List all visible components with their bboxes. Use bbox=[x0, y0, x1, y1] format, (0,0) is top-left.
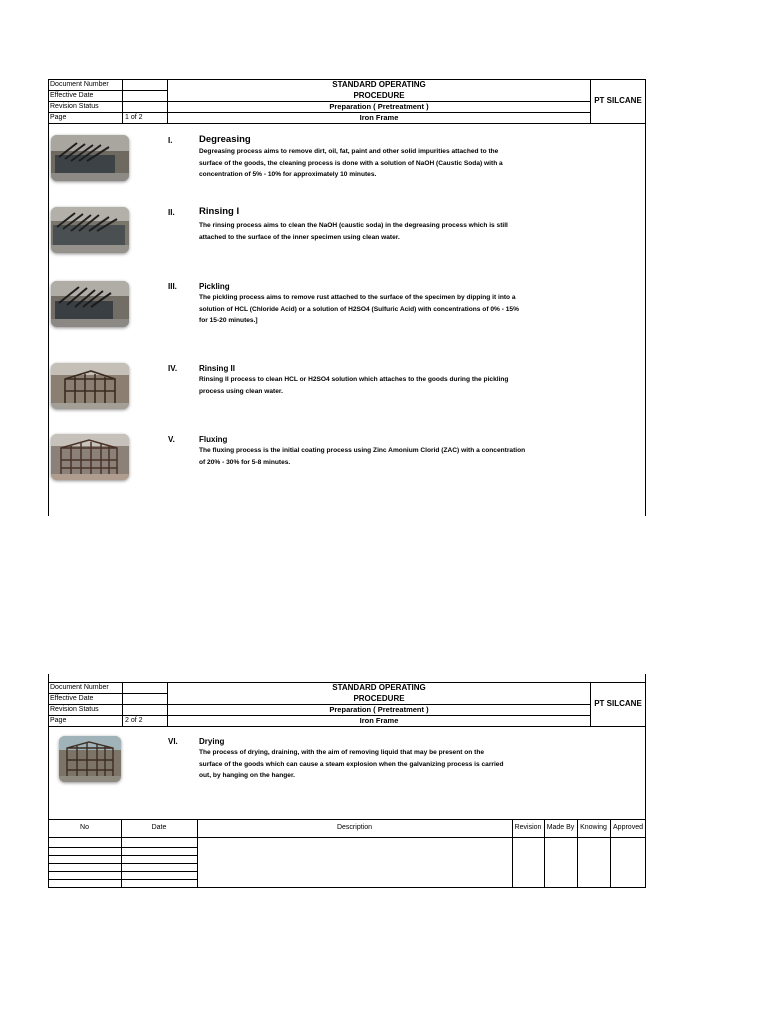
sop-subtitle: Preparation ( Pretreatment ) bbox=[329, 705, 429, 714]
label-document-number: Document Number bbox=[50, 684, 109, 691]
label-revision-status: Revision Status bbox=[50, 706, 99, 713]
step-title: Drying bbox=[199, 737, 225, 746]
label-document-number: Document Number bbox=[50, 81, 109, 88]
step-title: Degreasing bbox=[199, 134, 251, 145]
step-description: Rinsing II process to clean HCL or H2SO4 solution which attaches to the goods during the pickling process using clean water. bbox=[199, 376, 509, 395]
label-page: Page bbox=[50, 717, 67, 724]
revision-header-revision: Revision bbox=[514, 824, 542, 831]
revision-header-approved: Approved bbox=[613, 824, 643, 831]
revision-table-bottom bbox=[48, 887, 646, 888]
sop-title-line1: STANDARD OPERATING bbox=[332, 683, 426, 692]
border-left bbox=[48, 79, 49, 516]
sop-item: Iron Frame bbox=[359, 113, 399, 122]
sop-title-line2: PROCEDURE bbox=[353, 91, 405, 100]
sop-page-2 bbox=[48, 674, 646, 888]
step-numeral: II. bbox=[168, 208, 175, 217]
sop-title-line1: STANDARD OPERATING bbox=[332, 80, 426, 89]
revision-header-made-by: Made By bbox=[546, 824, 575, 831]
photo-rinsing-tank-icon bbox=[51, 207, 129, 253]
step-numeral: VI. bbox=[168, 737, 178, 746]
step-title: Pickling bbox=[199, 282, 230, 291]
step-numeral: III. bbox=[168, 282, 177, 291]
sop-page-1 bbox=[48, 79, 646, 516]
step-description: Degreasing process aims to remove dirt, oil, fat, paint and other solid impurities attached to the surface of the goods, the cleaning process is done with a solution of NaOH (Caustic Soda) with a concentration of 5% - 10% for approximately 10 minutes. bbox=[199, 148, 503, 178]
sop-subtitle: Preparation ( Pretreatment ) bbox=[329, 102, 429, 111]
step-description: The process of drying, draining, with the aim of removing liquid that may be present on the surface of the goods which can cause a steam explosion when the galvanizing process is carried out, by hanging on the hanger. bbox=[199, 749, 504, 779]
header-bottom bbox=[48, 123, 646, 124]
company-name: PT SILCANE bbox=[594, 96, 642, 105]
sop-title-line2: PROCEDURE bbox=[353, 694, 405, 703]
step-title: Rinsing I bbox=[199, 206, 240, 217]
photo-drying-frame-icon bbox=[59, 736, 121, 782]
revision-table-top bbox=[48, 819, 646, 820]
sop-item: Iron Frame bbox=[359, 716, 399, 725]
revision-table-header-bottom bbox=[48, 837, 646, 838]
step-numeral: I. bbox=[168, 136, 173, 145]
header-bottom bbox=[48, 726, 646, 727]
revision-header-date: Date bbox=[151, 824, 167, 831]
page-value: 1 of 2 bbox=[125, 114, 143, 121]
step-title: Fluxing bbox=[199, 435, 228, 444]
border-right bbox=[645, 79, 646, 516]
photo-degreasing-tank-icon bbox=[51, 135, 129, 181]
revision-header-description: Description bbox=[336, 824, 372, 831]
photo-fluxing-frame-icon bbox=[51, 434, 129, 480]
photo-rinsing-frame-icon bbox=[51, 363, 129, 409]
label-effective-date: Effective Date bbox=[50, 92, 94, 99]
label-revision-status: Revision Status bbox=[50, 103, 99, 110]
step-description: The fluxing process is the initial coating process using Zinc Amonium Clorid (ZAC) with a concentration of 20% - 30% for 5-8 minutes. bbox=[199, 447, 526, 466]
revision-header-knowing: Knowing bbox=[580, 824, 607, 831]
label-effective-date: Effective Date bbox=[50, 695, 94, 702]
step-numeral: IV. bbox=[168, 364, 178, 373]
page-value: 2 of 2 bbox=[125, 717, 143, 724]
label-page: Page bbox=[50, 114, 67, 121]
step-numeral: V. bbox=[168, 435, 175, 444]
company-name: PT SILCANE bbox=[594, 699, 642, 708]
step-title: Rinsing II bbox=[199, 364, 235, 373]
step-description: The pickling process aims to remove rust attached to the surface of the specimen by dipping it into a solution of HCL (Chloride Acid) or a solution of H2SO4 (Sulfuric Acid) with concentrations of 0% - 15% for 15-20 minutes.] bbox=[199, 294, 519, 324]
step-description: The rinsing process aims to clean the NaOH (caustic soda) in the degreasing process which is still attached to the surface of the inner specimen using clean water. bbox=[199, 222, 508, 241]
revision-header-no: No bbox=[80, 824, 89, 831]
photo-pickling-tank-icon bbox=[51, 281, 129, 327]
